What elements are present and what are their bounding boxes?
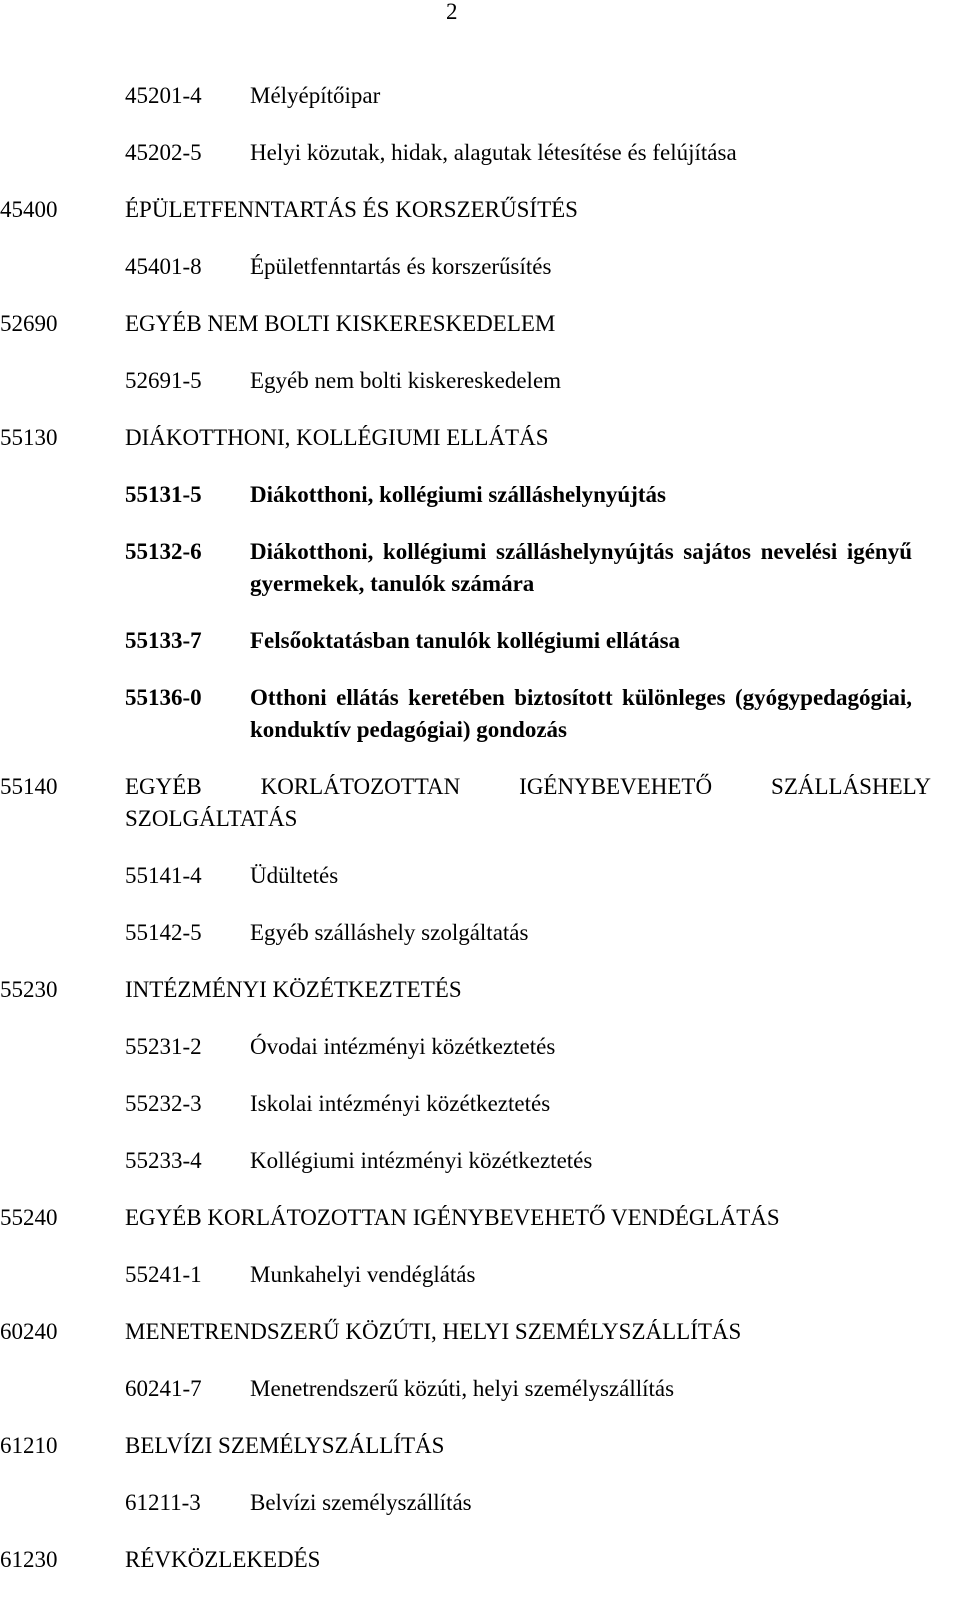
entry-title: Munkahelyi vendéglátás: [250, 1262, 476, 1287]
section-title: ÉPÜLETFENNTARTÁS ÉS KORSZERŰSÍTÉS: [125, 197, 578, 222]
section-code: 55230: [0, 977, 58, 1002]
list-item: [0, 479, 960, 511]
entry-title: Óvodai intézményi közétkeztetés: [250, 1034, 556, 1059]
entry-code: 55241-1: [125, 1262, 202, 1287]
section-title: DIÁKOTTHONI, KOLLÉGIUMI ELLÁTÁS: [125, 425, 549, 450]
list-item: [0, 860, 960, 892]
entry-code: 55141-4: [125, 863, 202, 888]
list-item: [0, 308, 960, 340]
entry-code: 55136-0: [125, 685, 202, 710]
entry-code: 55133-7: [125, 628, 202, 653]
entry-title: Egyéb szálláshely szolgáltatás: [250, 920, 529, 945]
list-item: [0, 251, 960, 283]
entry-title: Iskolai intézményi közétkeztetés: [250, 1091, 551, 1116]
list-item: [0, 194, 960, 226]
list-item: [0, 682, 960, 746]
entry-code: 55231-2: [125, 1034, 202, 1059]
list-item: [0, 1259, 960, 1291]
entry-title: Diákotthoni, kollégiumi szálláshelynyújtás sajátos nevelési igényű gyermekek, tanulók számára: [250, 539, 912, 596]
entry-code: 55131-5: [125, 482, 202, 507]
section-title: BELVÍZI SZEMÉLYSZÁLLÍTÁS: [125, 1433, 445, 1458]
list-item: [0, 1487, 960, 1519]
section-title: RÉVKÖZLEKEDÉS: [125, 1547, 321, 1572]
entry-code: 52691-5: [125, 368, 202, 393]
list-item: [0, 771, 960, 835]
entry-title: Menetrendszerű közúti, helyi személyszállítás: [250, 1376, 675, 1401]
entry-title: Otthoni ellátás keretében biztosított különleges (gyógypedagógiai, konduktív pedagógiai) gondozás: [250, 685, 912, 742]
entry-title: Épületfenntartás és korszerűsítés: [250, 254, 552, 279]
list-item: [0, 1544, 960, 1576]
section-code: 61230: [0, 1547, 58, 1572]
list-item: [0, 422, 960, 454]
entry-title: Mélyépítőipar: [250, 83, 381, 108]
section-code: 55130: [0, 425, 58, 450]
entry-code: 55142-5: [125, 920, 202, 945]
section-code: 55240: [0, 1205, 58, 1230]
entry-title: Felsőoktatásban tanulók kollégiumi ellátása: [250, 628, 681, 653]
section-title: EGYÉB KORLÁTOZOTTAN IGÉNYBEVEHETŐ VENDÉGLÁTÁS: [125, 1205, 780, 1230]
list-item: [0, 1145, 960, 1177]
list-item: [0, 917, 960, 949]
page-number: 2: [446, 0, 458, 24]
list-item: [0, 1031, 960, 1063]
list-item: [0, 974, 960, 1006]
list-item: [0, 625, 960, 657]
entry-title: Üdültetés: [250, 863, 339, 888]
list-item: [0, 1316, 960, 1348]
list-item: [0, 1430, 960, 1462]
entry-code: 60241-7: [125, 1376, 202, 1401]
list-item: [0, 137, 960, 169]
entry-code: 45202-5: [125, 140, 202, 165]
section-code: 45400: [0, 197, 58, 222]
section-title: INTÉZMÉNYI KÖZÉTKEZTETÉS: [125, 977, 462, 1002]
entry-title: Kollégiumi intézményi közétkeztetés: [250, 1148, 593, 1173]
list-item: [0, 1088, 960, 1120]
entry-code: 45201-4: [125, 83, 202, 108]
section-title: MENETRENDSZERŰ KÖZÚTI, HELYI SZEMÉLYSZÁLLÍTÁS: [125, 1319, 742, 1344]
entry-title: Helyi közutak, hidak, alagutak létesítése és felújítása: [250, 140, 737, 165]
entry-title: Egyéb nem bolti kiskereskedelem: [250, 368, 562, 393]
entry-code: 61211-3: [125, 1490, 201, 1515]
entry-title: Diákotthoni, kollégiumi szálláshelynyújtás: [250, 482, 666, 507]
entry-title: Belvízi személyszállítás: [250, 1490, 472, 1515]
list-item: [0, 365, 960, 397]
list-item: [0, 1202, 960, 1234]
entry-code: 55232-3: [125, 1091, 202, 1116]
section-code: 61210: [0, 1433, 58, 1458]
entry-code: 45401-8: [125, 254, 202, 279]
list-item: [0, 536, 960, 600]
section-title: EGYÉB NEM BOLTI KISKERESKEDELEM: [125, 311, 556, 336]
section-code: 55140: [0, 774, 58, 799]
section-title: EGYÉB KORLÁTOZOTTAN IGÉNYBEVEHETŐ SZÁLLÁSHELY SZOLGÁLTATÁS: [125, 774, 931, 831]
entry-code: 55233-4: [125, 1148, 202, 1173]
list-item: [0, 80, 960, 112]
section-code: 52690: [0, 311, 58, 336]
entry-code: 55132-6: [125, 539, 202, 564]
section-code: 60240: [0, 1319, 58, 1344]
activity-code-list: [0, 80, 960, 1601]
list-item: [0, 1373, 960, 1405]
